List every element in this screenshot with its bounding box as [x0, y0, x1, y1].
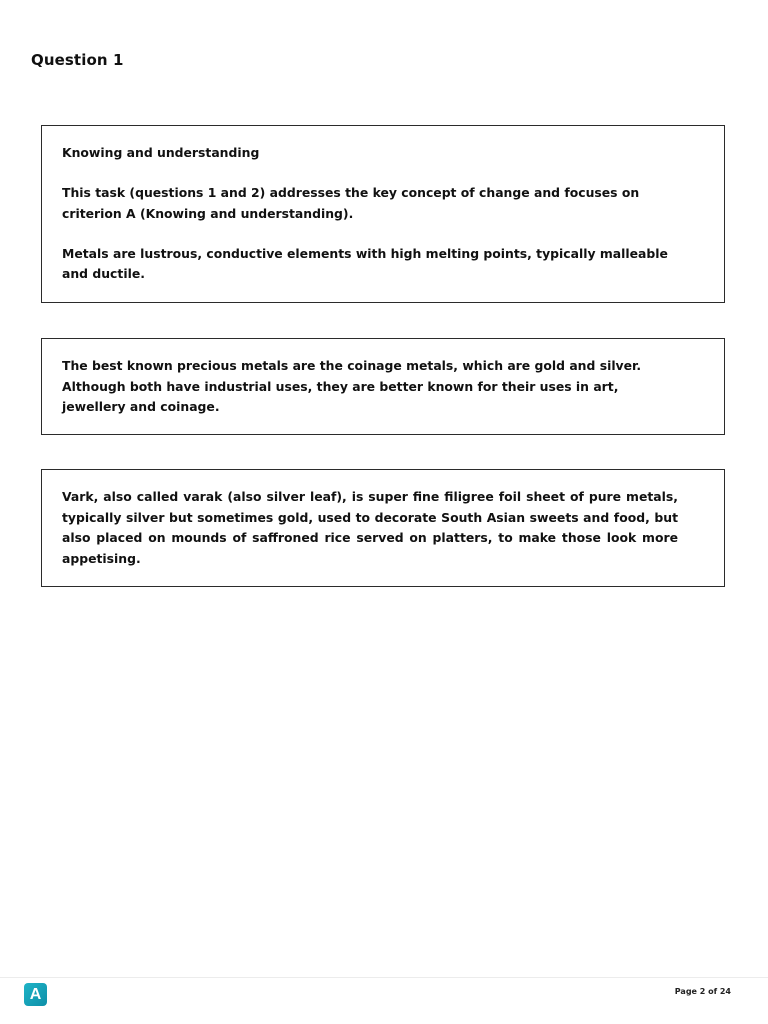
vark-content: [62, 487, 678, 569]
page-indicator: Page 2 of 24: [674, 987, 731, 996]
keyword-criterion: criterion A: [62, 205, 136, 221]
knowing-understanding-content: [62, 143, 678, 285]
keyword-change: change: [479, 185, 530, 200]
logo-letter: A: [29, 985, 42, 1003]
precious-metals-paragraph: The best known precious metals are the coinage metals, which are gold and silver. Although both have industrial uses, they are better known for their uses in art, jewellery and coinage.: [62, 358, 642, 414]
intro-text-3: (Knowing and understanding).: [135, 205, 354, 221]
precious-metals-content: [62, 356, 678, 418]
vark-box: [41, 469, 725, 587]
vark-paragraph: Vark, also called varak (also silver leaf), is super fine filigree foil sheet of pure metals, typically silver but sometimes gold, used to decorate South Asian sweets and food, but also placed on mounds of saffroned rice served on platters, to make those look more appetising.: [62, 489, 678, 566]
intro-text-2: and focuses on: [529, 185, 640, 200]
section-heading: Knowing and understanding: [62, 145, 260, 160]
app-logo-icon: [24, 983, 47, 1006]
intro-text-1: This task (questions 1 and 2) addresses the key concept of: [62, 185, 480, 200]
precious-metals-box: [41, 338, 725, 435]
question-title: Question 1: [31, 51, 124, 69]
knowing-understanding-box: [41, 125, 725, 303]
footer-divider: [0, 977, 768, 978]
task-intro-paragraph: [62, 183, 678, 224]
metals-definition-paragraph: Metals are lustrous, conductive elements with high melting points, typically malleable and ductile.: [62, 245, 668, 281]
